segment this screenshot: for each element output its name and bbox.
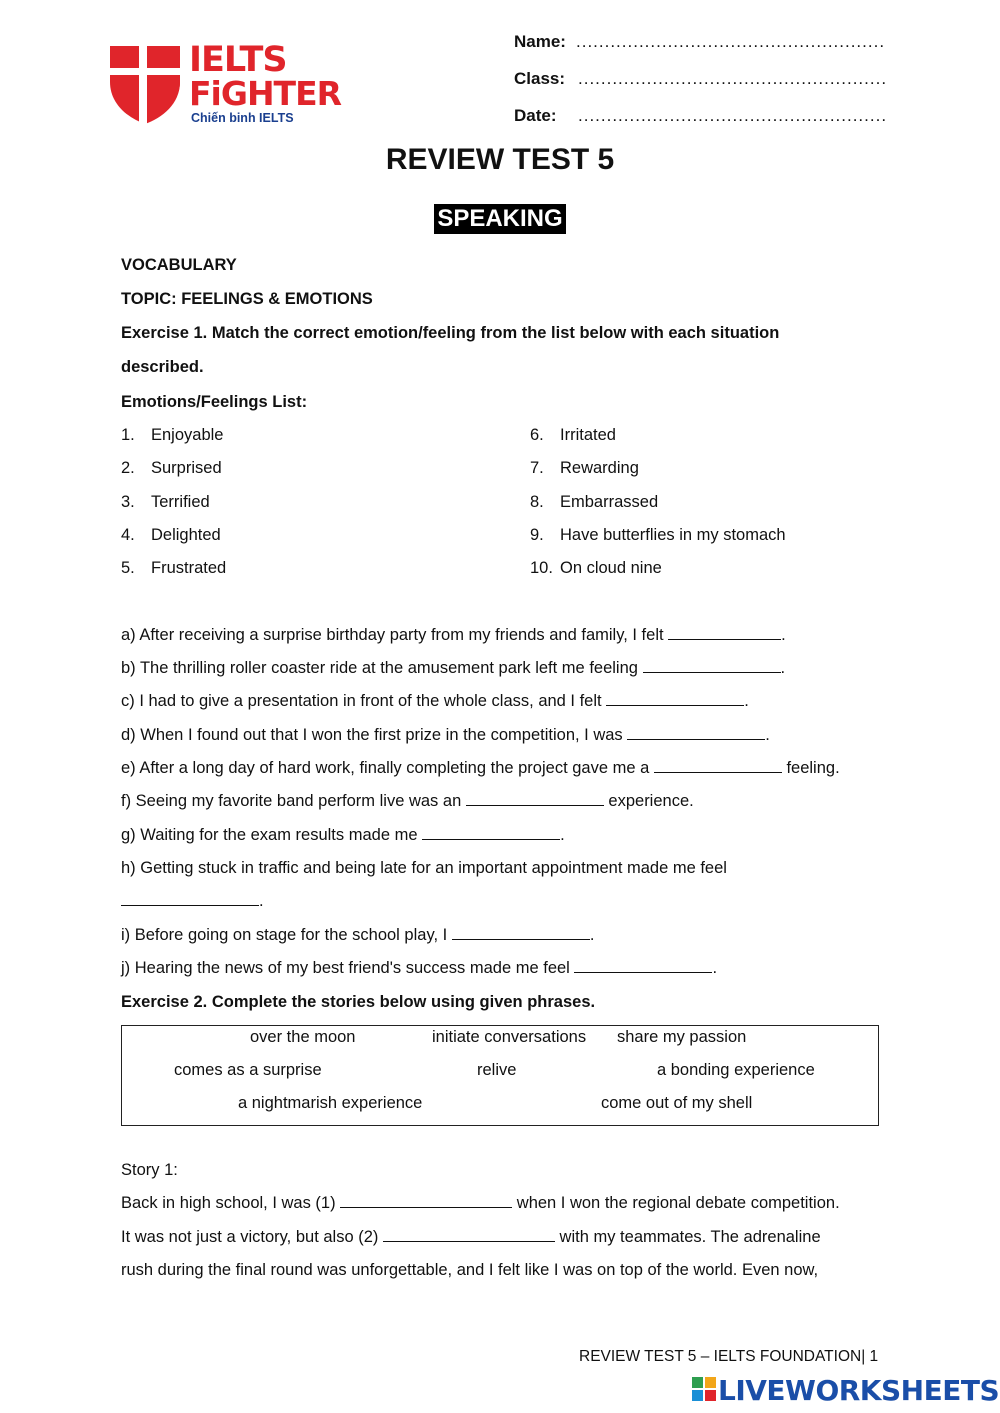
page-footer: REVIEW TEST 5 – IELTS FOUNDATION| 1 — [579, 1348, 879, 1365]
answer-blank[interactable] — [121, 892, 259, 906]
answer-blank[interactable] — [643, 659, 781, 673]
list-item: 1. Enjoyable — [121, 426, 224, 444]
list-item: 4. Delighted — [121, 526, 221, 544]
list-item: 2. Surprised — [121, 459, 222, 477]
exercise2-instruction: Exercise 2. Complete the stories below using given phrases. — [121, 993, 596, 1011]
situation-f: f) Seeing my favorite band perform live was an experience. — [121, 792, 694, 810]
phrase: come out of my shell — [601, 1094, 753, 1112]
page-title: REVIEW TEST 5 — [385, 143, 615, 176]
situation-b: b) The thrilling roller coaster ride at the amusement park left me feeling . — [121, 659, 786, 677]
list-item: 10. On cloud nine — [530, 559, 662, 577]
story-line: rush during the final round was unforgettable, and I felt like I was on top of the world. Even now, — [121, 1261, 819, 1279]
list-item: 5. Frustrated — [121, 559, 227, 577]
phrase: initiate conversations — [432, 1028, 587, 1046]
name-label: Name: — [514, 32, 566, 51]
situation-a: a) After receiving a surprise birthday party from my friends and family, I felt . — [121, 626, 786, 644]
list-item: 7. Rewarding — [530, 459, 639, 477]
situation-d: d) When I found out that I won the first prize in the competition, I was . — [121, 726, 770, 744]
emotions-list-title: Emotions/Feelings List: — [121, 393, 308, 411]
situation-h-continued: . — [121, 892, 264, 911]
date-field[interactable] — [514, 106, 888, 126]
phrase: a nightmarish experience — [238, 1094, 423, 1112]
answer-blank[interactable] — [466, 792, 604, 806]
situation-c: c) I had to give a presentation in front of the whole class, and I felt . — [121, 692, 749, 710]
name-dots: ...................................................... — [576, 32, 886, 51]
list-item: 6. Irritated — [530, 426, 616, 444]
logo-text-fighter: FiGHTER — [189, 74, 342, 113]
answer-blank[interactable] — [606, 692, 744, 706]
shield-logo-icon — [108, 42, 182, 126]
answer-blank[interactable] — [340, 1194, 512, 1208]
date-dots: ...................................................... — [578, 106, 888, 125]
phrase: over the moon — [250, 1028, 356, 1046]
story-title: Story 1: — [121, 1161, 178, 1179]
class-label: Class: — [514, 69, 566, 88]
vocabulary-heading: VOCABULARY — [121, 256, 237, 274]
phrase: a bonding experience — [657, 1061, 815, 1079]
ielts-fighter-logo — [108, 42, 353, 128]
phrase: share my passion — [617, 1028, 747, 1046]
story-line: It was not just a victory, but also (2) with my teammates. The adrenaline — [121, 1228, 821, 1246]
subtitle-wrap — [0, 204, 1000, 234]
answer-blank[interactable] — [383, 1228, 555, 1242]
situation-j: j) Hearing the news of my best friend's success made me feel . — [121, 959, 718, 977]
liveworksheets-text: LIVEWORKSHEETS — [718, 1374, 1000, 1407]
topic-heading: TOPIC: FEELINGS & EMOTIONS — [121, 290, 373, 308]
list-item: 9. Have butterflies in my stomach — [530, 526, 786, 544]
situation-i: i) Before going on stage for the school play, I . — [121, 926, 595, 944]
section-badge: SPEAKING — [434, 204, 565, 234]
list-item: 8. Embarrassed — [530, 493, 659, 511]
situation-h: h) Getting stuck in traffic and being late for an important appointment made me feel — [121, 859, 727, 877]
date-label: Date: — [514, 106, 557, 125]
class-dots: ...................................................... — [578, 69, 888, 88]
name-field[interactable] — [514, 32, 886, 52]
answer-blank[interactable] — [452, 926, 590, 940]
liveworksheets-icon — [692, 1377, 716, 1401]
exercise1-instruction-line2: described. — [121, 358, 204, 376]
list-item: 3. Terrified — [121, 493, 210, 511]
answer-blank[interactable] — [627, 726, 765, 740]
answer-blank[interactable] — [654, 759, 782, 773]
phrase: relive — [477, 1061, 517, 1079]
story-line: Back in high school, I was (1) when I won the regional debate competition. — [121, 1194, 840, 1212]
situation-e: e) After a long day of hard work, finally completing the project gave me a feeling. — [121, 759, 840, 777]
situation-g: g) Waiting for the exam results made me . — [121, 826, 565, 844]
phrase: comes as a surprise — [174, 1061, 322, 1079]
logo-text-ielts: IELTS — [189, 40, 287, 80]
answer-blank[interactable] — [422, 826, 560, 840]
answer-blank[interactable] — [668, 626, 781, 640]
logo-tagline: Chiến binh IELTS — [191, 111, 294, 125]
answer-blank[interactable] — [574, 959, 712, 973]
class-field[interactable] — [514, 69, 888, 89]
exercise1-instruction-line1: Exercise 1. Match the correct emotion/feeling from the list below with each situation — [121, 324, 780, 342]
